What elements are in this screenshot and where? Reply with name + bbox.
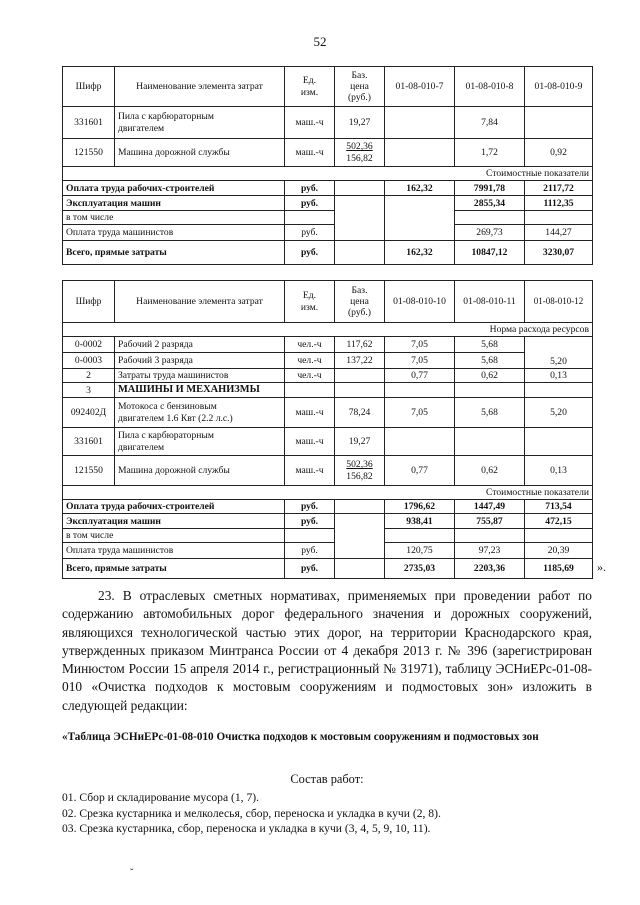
cell-value: 0,62 [455, 456, 525, 486]
cost-value: 713,54 [525, 500, 593, 514]
cost-row [63, 225, 593, 241]
cell-price: 117,62 [335, 337, 385, 353]
cell-value [455, 383, 525, 398]
cell-price [335, 383, 385, 398]
cell-name: Машина дорожной службы [115, 139, 285, 167]
cell-value: 0,77 [385, 456, 455, 486]
table-row [63, 107, 593, 139]
cell-price: 502,36 156,82 [335, 456, 385, 486]
cost-row [63, 196, 593, 211]
cell-value: 5,20 [525, 398, 593, 428]
cell-value: 0,77 [385, 369, 455, 383]
cost-value: 755,87 [455, 514, 525, 529]
cell-code: 092402Д [63, 398, 115, 428]
cell-value [455, 428, 525, 456]
cell-unit: маш.-ч [285, 139, 335, 167]
cost-value: 144,27 [525, 225, 593, 241]
header-col1: 01-08-010-7 [385, 67, 455, 107]
cell-value: 1,72 [455, 139, 525, 167]
cost-value: 1796,62 [385, 500, 455, 514]
cell-unit: маш.-ч [285, 107, 335, 139]
cost-value: 120,75 [385, 543, 455, 559]
list-item: 02. Срезка кустарника и мелколесья, сбор, переноска и укладка в кучи (2, 8). [62, 806, 441, 820]
cost-row [63, 529, 593, 543]
cell-value: 7,84 [455, 107, 525, 139]
cost-unit: руб. [285, 500, 335, 514]
cost-value [525, 211, 593, 225]
cell-unit [285, 383, 335, 398]
cost-value: 1112,35 [525, 196, 593, 211]
cost-value: 162,32 [385, 181, 455, 196]
cost-value [385, 196, 455, 241]
cell-name: Затраты труда машинистов [115, 369, 285, 383]
cost-unit [285, 211, 335, 225]
table-row [63, 353, 593, 369]
cost-price [335, 181, 385, 196]
table-row [63, 428, 593, 456]
cost-row [63, 514, 593, 529]
cost-unit: руб. [285, 181, 335, 196]
cost-value: 472,15 [525, 514, 593, 529]
cost-unit: руб. [285, 196, 335, 211]
cost-name: Оплата труда машинистов [63, 543, 285, 559]
header-col3: 01-08-010-12 [525, 281, 593, 323]
cost-name: Оплата труда рабочих-строителей [63, 181, 285, 196]
cost-price [335, 196, 385, 241]
cell-value: 5,68 [455, 398, 525, 428]
header-price: Баз. цена (руб.) [335, 67, 385, 107]
cell-value: 5,68 [455, 353, 525, 369]
cell-value: 0,13 [525, 369, 593, 383]
cell-value [525, 383, 593, 398]
cell-value [525, 107, 593, 139]
cost-row [63, 211, 593, 225]
header-unit: Ед. изм. [285, 281, 335, 323]
header-name: Наименование элемента затрат [115, 67, 285, 107]
cell-unit: маш.-ч [285, 398, 335, 428]
cell-value: 7,05 [385, 398, 455, 428]
cell-code: 331601 [63, 107, 115, 139]
cell-unit: маш.-ч [285, 456, 335, 486]
header-price: Баз. цена (руб.) [335, 281, 385, 323]
cost-value: 1447,49 [455, 500, 525, 514]
cell-price: 137,22 [335, 353, 385, 369]
cell-value [385, 383, 455, 398]
list-item: 01. Сбор и складирование мусора (1, 7). [62, 791, 260, 804]
cost-unit: руб. [285, 543, 335, 559]
group-row [63, 383, 593, 398]
header-col1: 01-08-010-10 [385, 281, 455, 323]
cell-code: 0-0003 [63, 353, 115, 369]
cost-unit: руб. [285, 514, 335, 529]
cell-value [385, 139, 455, 167]
cost-name: Эксплуатация машин [63, 196, 285, 211]
group-heading: МАШИНЫ И МЕХАНИЗМЫ [115, 383, 285, 398]
cost-name: Эксплуатация машин [63, 514, 285, 529]
cost-value: 2855,34 [455, 196, 525, 211]
cell-name: Пила с карбюраторным двигателем [115, 428, 285, 456]
cost-row [63, 559, 593, 579]
paragraph-23: 23. В отраслевых сметных нормативах, применяемых при проведении работ по содержанию автомобильных дорог федерального значения и дорожных сооружений, являющихся технологической частью этих дорог, на территории Краснодарского края, утвержденных приказом Минтранса России от 4 декабря 2013 г. № 396 (зарегистрирован Минюстом России 15 апреля 2014 г., регистрационный № 31971), таблицу ЭСНиЕРс-01-08-010 «Очистка подходов к мостовым сооружениям и подмостовых зон» изложить в следующей редакции: [62, 588, 592, 713]
cost-value: 20,39 [525, 543, 593, 559]
cost-value [525, 529, 593, 543]
works-list [62, 790, 592, 837]
cell-price: 19,27 [335, 107, 385, 139]
cell-unit: чел.-ч [285, 353, 335, 369]
resource-table-2 [62, 280, 593, 579]
cell-value: 7,05 [385, 337, 455, 353]
cell-name: Мотокоса с бензиновым двигателем 1.6 Квт (2.2 л.с.) [115, 398, 285, 428]
cell-code: 121550 [63, 456, 115, 486]
section-row [63, 167, 593, 181]
cell-code: 0-0002 [63, 337, 115, 353]
cost-row [63, 241, 593, 265]
table-row [63, 369, 593, 383]
cell-price: 19,27 [335, 428, 385, 456]
table-title: «Таблица ЭСНиЕРс-01-08-010 Очистка подходов к мостовым сооружениям и подмостовых зон [62, 731, 539, 743]
cell-value: 0,92 [525, 139, 593, 167]
cell-value: 0,62 [455, 369, 525, 383]
cost-value: 97,23 [455, 543, 525, 559]
cell-code: 331601 [63, 428, 115, 456]
cell-value: 7,05 [385, 353, 455, 369]
section-row [63, 486, 593, 500]
cost-row [63, 500, 593, 514]
cost-value [455, 529, 525, 543]
cost-name: в том числе [63, 211, 285, 225]
cell-value: 5,68 [455, 337, 525, 353]
cell-unit: чел.-ч [285, 369, 335, 383]
cell-value: 5,20 [525, 337, 593, 369]
cost-name: Оплата труда рабочих-строителей [63, 500, 285, 514]
cost-name: Всего, прямые затраты [63, 559, 285, 579]
stray-mark: ˇ [130, 868, 134, 879]
cost-value: 2735,03 [385, 559, 455, 579]
cost-value: 269,73 [455, 225, 525, 241]
cost-value: 2203,36 [455, 559, 525, 579]
works-heading: Состав работ: [290, 772, 364, 786]
page-number: 52 [313, 34, 327, 49]
cost-name: Оплата труда машинистов [63, 225, 285, 241]
cell-value [385, 428, 455, 456]
cell-value: 0,13 [525, 456, 593, 486]
cost-value: 7991,78 [455, 181, 525, 196]
cell-unit: маш.-ч [285, 428, 335, 456]
cost-name: в том числе [63, 529, 285, 543]
cost-name: Всего, прямые затраты [63, 241, 285, 265]
cost-price [335, 559, 385, 579]
table-row [63, 337, 593, 353]
cost-unit: руб. [285, 225, 335, 241]
cell-price [335, 369, 385, 383]
table-header-row [63, 67, 593, 107]
header-col2: 01-08-010-8 [455, 67, 525, 107]
cost-value: 938,41 [385, 514, 455, 529]
closing-quote-mark: ». [597, 560, 606, 574]
header-col2: 01-08-010-11 [455, 281, 525, 323]
cost-value: 1185,69 [525, 559, 593, 579]
cost-unit: руб. [285, 559, 335, 579]
header-code: Шифр [63, 67, 115, 107]
cost-row [63, 181, 593, 196]
section-label: Стоимостные показатели [63, 167, 593, 181]
cost-value [385, 529, 455, 543]
cost-row [63, 543, 593, 559]
cell-name: Рабочий 3 разряда [115, 353, 285, 369]
header-col3: 01-08-010-9 [525, 67, 593, 107]
cell-price: 78,24 [335, 398, 385, 428]
cell-name: Рабочий 2 разряда [115, 337, 285, 353]
cost-unit [285, 529, 335, 543]
cell-value [525, 428, 593, 456]
header-code: Шифр [63, 281, 115, 323]
section-row [63, 323, 593, 337]
cost-unit: руб. [285, 241, 335, 265]
cost-value: 3230,07 [525, 241, 593, 265]
cost-value: 162,32 [385, 241, 455, 265]
cost-price [335, 241, 385, 265]
list-item: 03. Срезка кустарника, сбор, переноска и укладка в кучи (3, 4, 5, 9, 10, 11). [62, 822, 431, 835]
table-header-row [63, 281, 593, 323]
cell-code: 2 [63, 369, 115, 383]
table-row [63, 456, 593, 486]
cell-code: 121550 [63, 139, 115, 167]
table-row [63, 139, 593, 167]
cost-value: 2117,72 [525, 181, 593, 196]
cell-name: Пила с карбюраторным двигателем [115, 107, 285, 139]
cell-unit: чел.-ч [285, 337, 335, 353]
section-label: Стоимостные показатели [63, 486, 593, 500]
cell-price: 502,36 156,82 [335, 139, 385, 167]
cost-value [455, 211, 525, 225]
header-name: Наименование элемента затрат [115, 281, 285, 323]
norm-label: Норма расхода ресурсов [63, 323, 593, 337]
resource-table-1 [62, 66, 593, 265]
table-row [63, 398, 593, 428]
cell-code: 3 [63, 383, 115, 398]
cost-value: 10847,12 [455, 241, 525, 265]
cell-name: Машина дорожной службы [115, 456, 285, 486]
cost-price [335, 500, 385, 514]
cell-value [385, 107, 455, 139]
header-unit: Ед. изм. [285, 67, 335, 107]
cost-price [335, 514, 385, 559]
